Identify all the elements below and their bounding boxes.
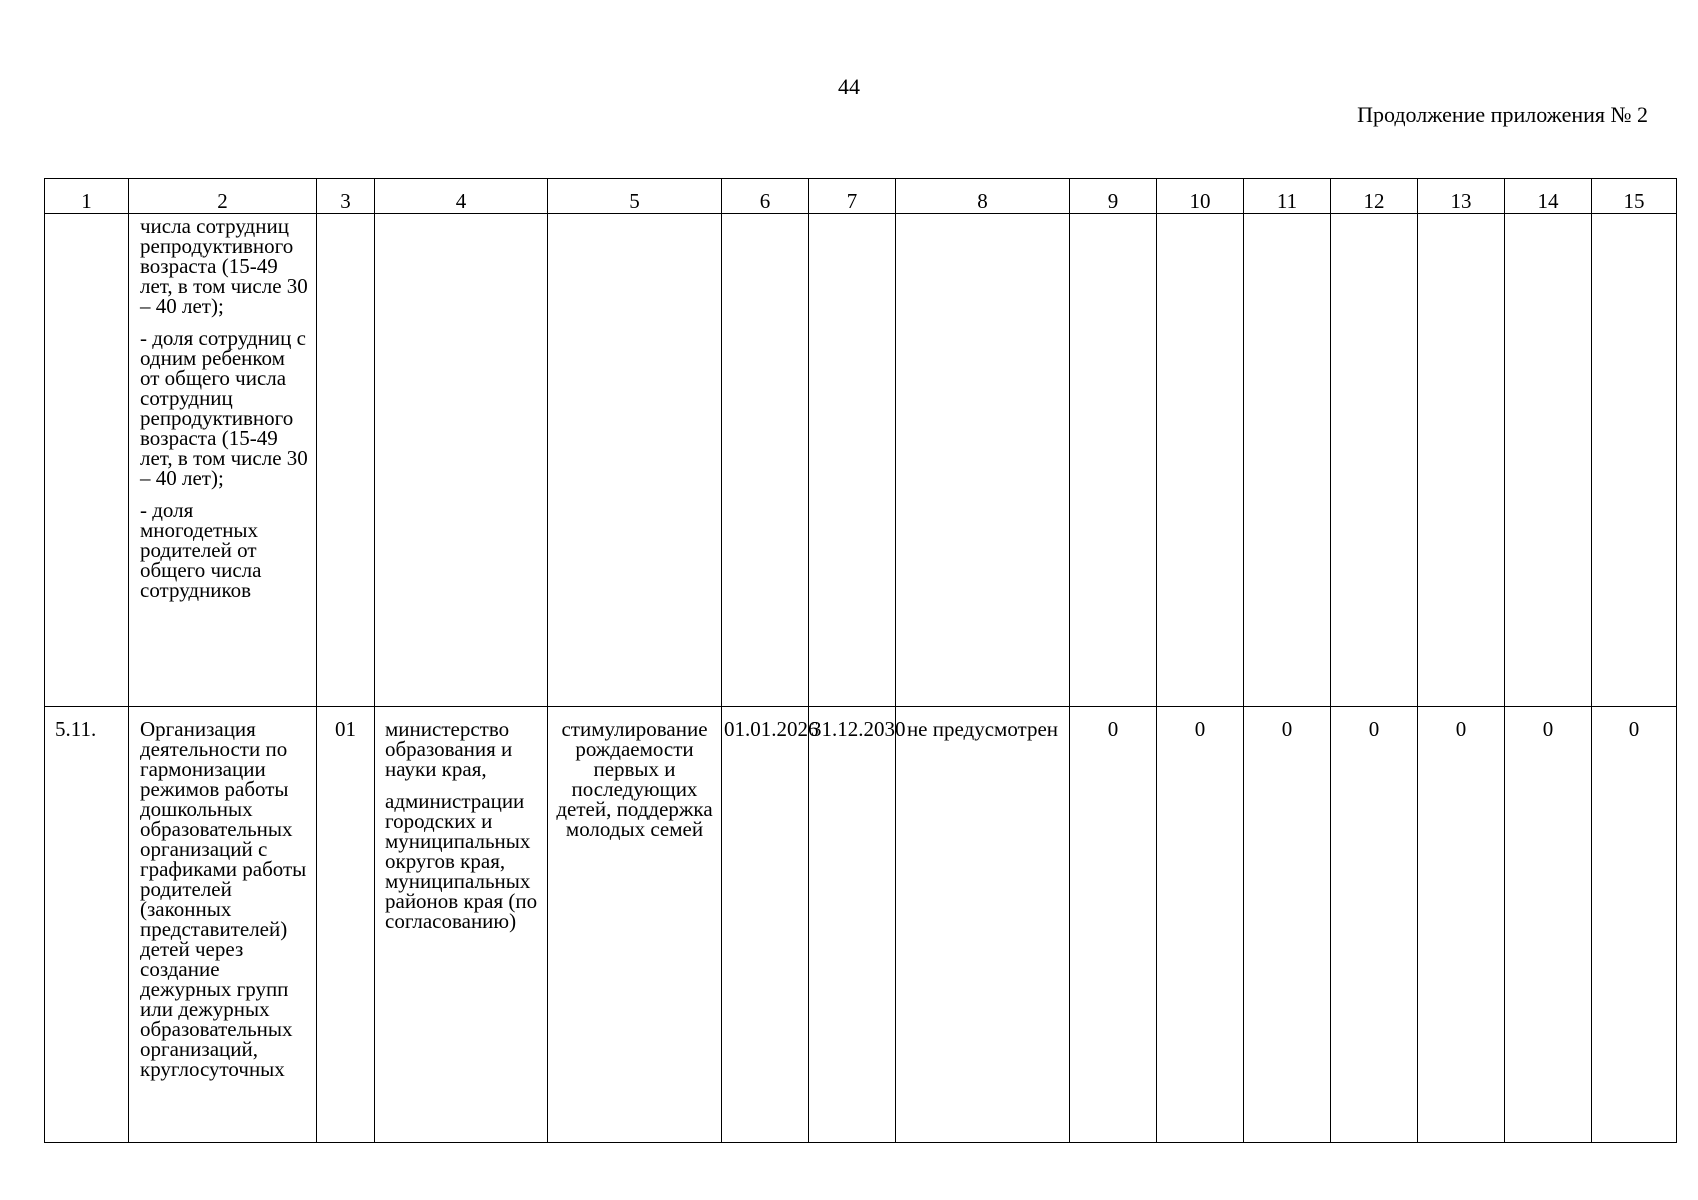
column-header: 10 [1157, 179, 1244, 214]
funding-value: 0 [1331, 707, 1418, 1143]
cell-empty [375, 214, 548, 707]
funding-value: 0 [1592, 707, 1677, 1143]
measure-name: Организация деятельности по гармонизации режимов работы дошкольных образовательных организаций с графиками работы родителей (законных представителей) детей через создание дежурных групп или дежурных образовательных организаций, круглосуточных [129, 707, 317, 1143]
measure-code: 01 [317, 707, 375, 1143]
funding-value: 0 [1244, 707, 1331, 1143]
column-header: 15 [1592, 179, 1677, 214]
cell-empty [1244, 214, 1331, 707]
cell-empty [809, 214, 896, 707]
end-date: 31.12.2030 [809, 707, 896, 1143]
start-date: 01.01.2026 [722, 707, 809, 1143]
row-number: 5.11. [45, 707, 129, 1143]
cell-empty [45, 214, 129, 707]
cell-empty [1070, 214, 1157, 707]
cell-empty [896, 214, 1070, 707]
indicator-text: - доля сотрудниц с одним ребенком от общего числа сотрудниц репродуктивного возраста (15-49 лет, в том числе 30 – 40 лет); [140, 326, 308, 490]
cell-empty [1418, 214, 1505, 707]
cell-empty [1157, 214, 1244, 707]
column-number-header-row [45, 179, 1677, 214]
funding-value: 0 [1418, 707, 1505, 1143]
responsible-executor [375, 707, 548, 1143]
column-header: 8 [896, 179, 1070, 214]
column-header: 13 [1418, 179, 1505, 214]
column-header: 4 [375, 179, 548, 214]
column-header: 1 [45, 179, 129, 214]
column-header: 3 [317, 179, 375, 214]
cell-empty [317, 214, 375, 707]
funding-value: 0 [1157, 707, 1244, 1143]
column-header: 2 [129, 179, 317, 214]
cell-indicator-description [129, 214, 317, 707]
column-header: 5 [548, 179, 722, 214]
indicator-link: не предусмотрен [896, 707, 1070, 1143]
measures-table [44, 178, 1677, 1143]
funding-value: 0 [1505, 707, 1592, 1143]
cell-empty [548, 214, 722, 707]
indicator-text: - доля многодетных родителей от общего числа сотрудников [140, 498, 262, 602]
cell-empty [1592, 214, 1677, 707]
cell-empty [1505, 214, 1592, 707]
expected-result: стимулирование рождаемости первых и последующих детей, поддержка молодых семей [548, 707, 722, 1143]
table-row-5-11 [45, 707, 1677, 1143]
indicator-text: числа сотрудниц репродуктивного возраста (15-49 лет, в том числе 30 – 40 лет); [140, 214, 308, 318]
column-header: 12 [1331, 179, 1418, 214]
page-number: 44 [838, 74, 860, 99]
column-header: 7 [809, 179, 896, 214]
table-row-continued [45, 214, 1677, 707]
column-header: 9 [1070, 179, 1157, 214]
column-header: 14 [1505, 179, 1592, 214]
column-header: 6 [722, 179, 809, 214]
executor-text: администрации городских и муниципальных округов края, муниципальных районов края (по согласованию) [385, 789, 538, 933]
cell-empty [722, 214, 809, 707]
cell-empty [1331, 214, 1418, 707]
funding-value: 0 [1070, 707, 1157, 1143]
column-header: 11 [1244, 179, 1331, 214]
appendix-continuation-note: Продолжение приложения № 2 [1357, 102, 1648, 127]
executor-text: министерство образования и науки края, [385, 717, 513, 781]
